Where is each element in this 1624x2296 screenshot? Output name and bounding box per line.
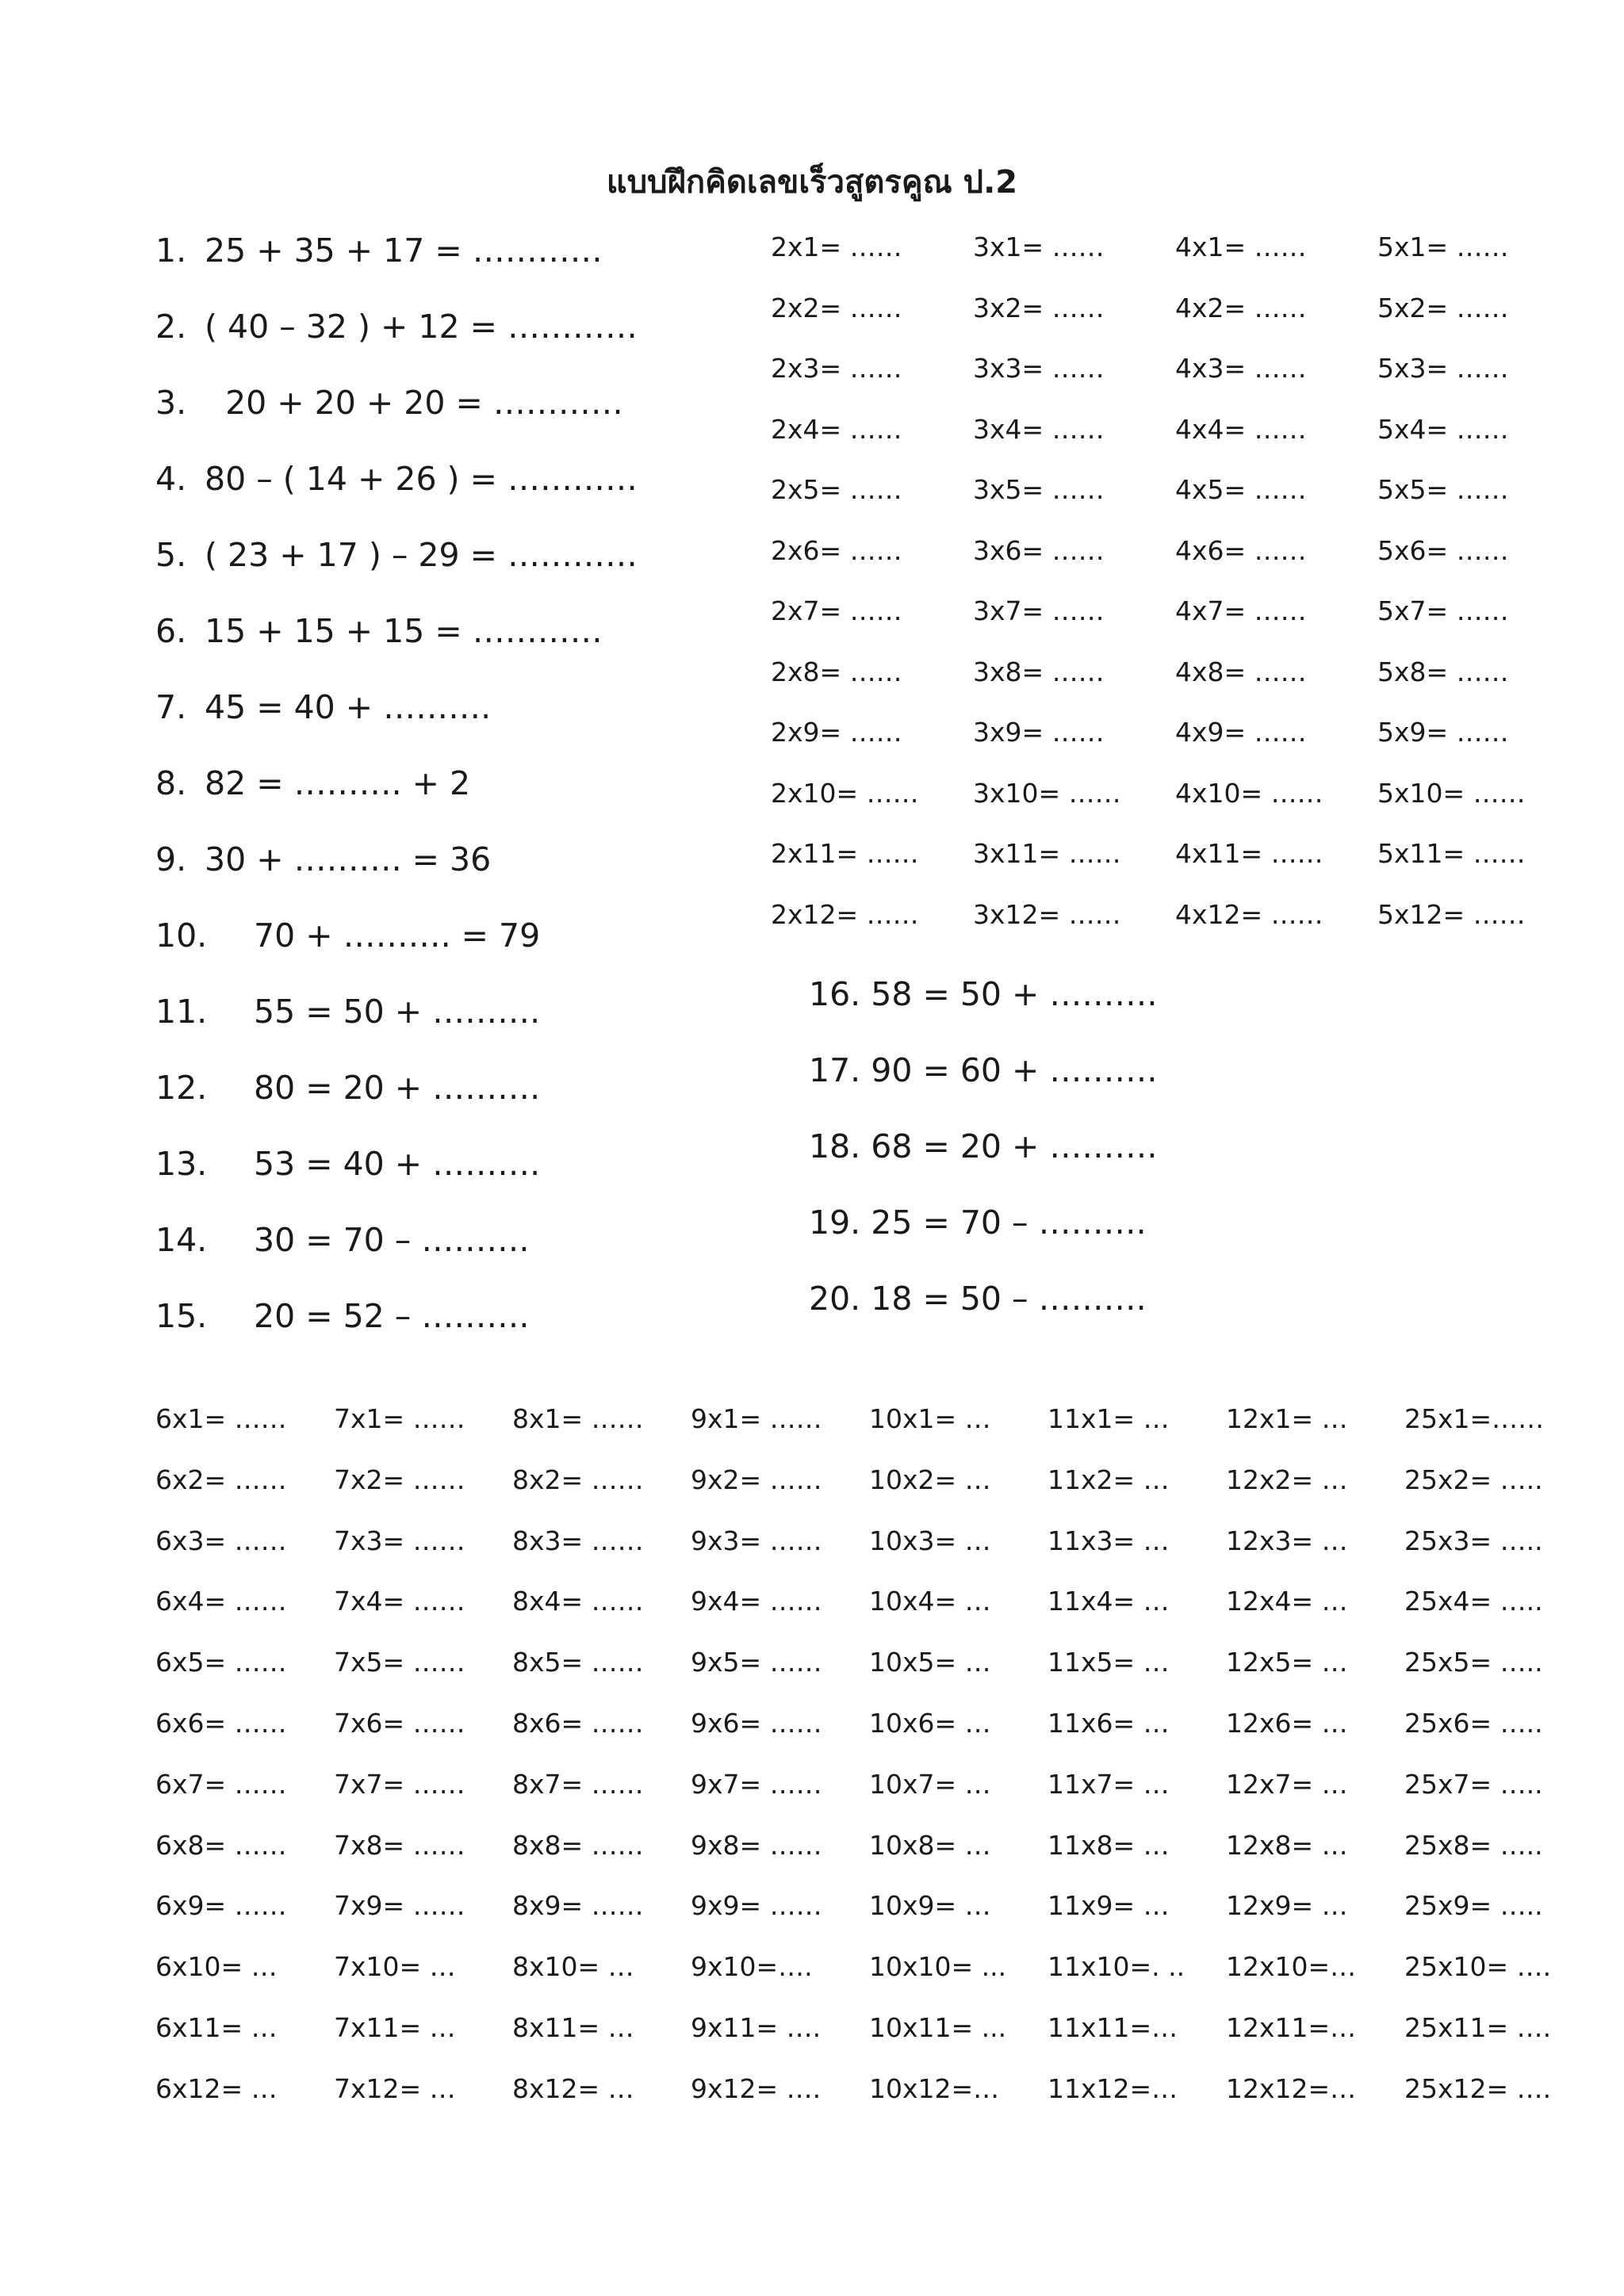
multiplication-cell: 4x6= …… xyxy=(1175,534,1307,566)
multiplication-cell: 8x1= …… xyxy=(512,1403,644,1434)
problem-number: 15. xyxy=(155,1297,208,1335)
multiplication-cell: 3x2= …… xyxy=(973,292,1105,323)
multiplication-cell: 6x4= …… xyxy=(155,1586,287,1617)
problem-item xyxy=(155,224,758,300)
multiplication-cell: 9x7= …… xyxy=(691,1768,822,1800)
multiplication-cell: 12x6= … xyxy=(1226,1707,1348,1739)
problem-item xyxy=(155,680,758,756)
multiplication-cell: 7x4= …… xyxy=(334,1586,465,1617)
multiplication-cell: 25x5= ….. xyxy=(1404,1647,1543,1678)
problem-item xyxy=(155,528,758,604)
multiplication-cell: 8x11= … xyxy=(512,2011,634,2043)
multiplication-cell: 12x10=… xyxy=(1226,1951,1357,1983)
multiplication-cell: 8x6= …… xyxy=(512,1707,644,1739)
multiplication-cell: 8x2= …… xyxy=(512,1464,644,1495)
multiplication-cell: 4x10= …… xyxy=(1175,777,1323,809)
multiplication-cell: 11x9= … xyxy=(1048,1890,1170,1922)
multiplication-cell: 6x5= …… xyxy=(155,1647,287,1678)
multiplication-cell: 11x2= … xyxy=(1048,1464,1170,1495)
multiplication-cell: 6x12= … xyxy=(155,2072,278,2104)
multiplication-cell: 3x10= …… xyxy=(973,777,1121,809)
problem-number: 8. xyxy=(155,764,187,802)
multiplication-cell: 11x7= … xyxy=(1048,1768,1170,1800)
multiplication-cell: 11x11=… xyxy=(1048,2011,1178,2043)
multiplication-cell: 25x3= ….. xyxy=(1404,1525,1543,1556)
problem-item xyxy=(155,1289,758,1365)
multiplication-cell: 2x1= …… xyxy=(771,232,902,262)
multiplication-cell: 9x9= …… xyxy=(691,1890,822,1922)
multiplication-cell: 12x8= … xyxy=(1226,1829,1348,1861)
multiplication-cell: 5x1= …… xyxy=(1377,232,1509,262)
problem-number: 2. xyxy=(155,308,187,346)
multiplication-cell: 5x6= …… xyxy=(1377,534,1509,566)
problem-item xyxy=(155,1137,758,1213)
problem-number: 1. xyxy=(155,232,187,270)
multiplication-cell: 3x12= …… xyxy=(973,898,1121,930)
problem-item xyxy=(155,985,758,1061)
multiplication-cell: 8x12= … xyxy=(512,2072,634,2104)
multiplication-cell: 3x8= …… xyxy=(973,656,1105,687)
multiplication-cell: 6x8= …… xyxy=(155,1829,287,1861)
multiplication-cell: 12x2= … xyxy=(1226,1464,1348,1495)
problem-number: 11. xyxy=(155,993,208,1031)
multiplication-cell: 10x8= … xyxy=(869,1829,991,1861)
multiplication-cell: 11x10=. .. xyxy=(1048,1951,1185,1983)
multiplication-cell: 2x5= …… xyxy=(771,474,902,505)
multiplication-cell: 11x6= … xyxy=(1048,1707,1170,1739)
problem-item: 20. 18 = 50 – ………. xyxy=(809,1280,1147,1318)
problem-item xyxy=(155,1213,758,1289)
multiplication-cell: 8x3= …… xyxy=(512,1525,644,1556)
problem-text: 15 + 15 + 15 = ………… xyxy=(205,612,603,650)
multiplication-cell: 9x2= …… xyxy=(691,1464,822,1495)
multiplication-cell: 9x1= …… xyxy=(691,1403,822,1434)
problem-item xyxy=(155,376,758,452)
multiplication-cell: 2x2= …… xyxy=(771,292,902,323)
multiplication-cell: 4x8= …… xyxy=(1175,656,1307,687)
problem-item: 16. 58 = 50 + ………. xyxy=(809,975,1158,1013)
multiplication-cell: 3x4= …… xyxy=(973,413,1105,445)
problem-item xyxy=(155,1061,758,1137)
multiplication-cell: 10x12=… xyxy=(869,2072,1000,2104)
problem-text: 30 = 70 – ………. xyxy=(254,1221,530,1259)
multiplication-cell: 11x4= … xyxy=(1048,1586,1170,1617)
multiplication-cell: 5x8= …… xyxy=(1377,656,1509,687)
problem-text: 20 = 52 – ………. xyxy=(254,1297,530,1335)
multiplication-cell: 5x7= …… xyxy=(1377,595,1509,626)
multiplication-cell: 6x9= …… xyxy=(155,1890,287,1922)
problem-number: 9. xyxy=(155,840,187,878)
multiplication-cell: 12x3= … xyxy=(1226,1525,1348,1556)
multiplication-cell: 7x11= … xyxy=(334,2011,456,2043)
multiplication-cell: 2x4= …… xyxy=(771,413,902,445)
multiplication-cell: 7x12= … xyxy=(334,2072,456,2104)
multiplication-cell: 3x11= …… xyxy=(973,838,1121,869)
multiplication-cell: 3x6= …… xyxy=(973,534,1105,566)
multiplication-cell: 10x2= … xyxy=(869,1464,991,1495)
multiplication-cell: 10x5= … xyxy=(869,1647,991,1678)
multiplication-cell: 25x4= ….. xyxy=(1404,1586,1543,1617)
problem-item xyxy=(155,909,758,985)
multiplication-cell: 2x12= …… xyxy=(771,898,919,930)
multiplication-table-bottom xyxy=(155,1395,1583,2126)
problem-number: 6. xyxy=(155,612,187,650)
multiplication-cell: 8x8= …… xyxy=(512,1829,644,1861)
multiplication-cell: 6x10= … xyxy=(155,1951,278,1983)
problem-item: 19. 25 = 70 – ………. xyxy=(809,1203,1147,1242)
multiplication-cell: 25x12= …. xyxy=(1404,2072,1552,2104)
multiplication-cell: 10x11= ... xyxy=(869,2011,1007,2043)
multiplication-cell: 25x6= ….. xyxy=(1404,1707,1543,1739)
problem-text: 45 = 40 + ………. xyxy=(205,688,492,726)
problem-text: ( 23 + 17 ) – 29 = ………… xyxy=(205,536,638,574)
problem-number: 5. xyxy=(155,536,187,574)
multiplication-cell: 6x11= … xyxy=(155,2011,278,2043)
multiplication-cell: 12x11=… xyxy=(1226,2011,1357,2043)
multiplication-cell: 7x9= …… xyxy=(334,1890,465,1922)
multiplication-cell: 4x5= …… xyxy=(1175,474,1307,505)
problem-text: 80 – ( 14 + 26 ) = ………… xyxy=(205,460,638,498)
multiplication-cell: 2x3= …… xyxy=(771,353,902,384)
multiplication-cell: 9x4= …… xyxy=(691,1586,822,1617)
problem-text: ( 40 – 32 ) + 12 = ………… xyxy=(205,308,638,346)
multiplication-cell: 25x1=…… xyxy=(1404,1403,1545,1434)
multiplication-cell: 10x7= … xyxy=(869,1768,991,1800)
multiplication-cell: 12x12=… xyxy=(1226,2072,1357,2104)
multiplication-cell: 9x3= …… xyxy=(691,1525,822,1556)
multiplication-cell: 4x9= …… xyxy=(1175,717,1307,748)
multiplication-cell: 5x2= …… xyxy=(1377,292,1509,323)
multiplication-cell: 25x2= ….. xyxy=(1404,1464,1543,1495)
page-title: แบบฝึกคิดเลขเร็วสูตรคูณ ป.2 xyxy=(606,164,1018,201)
problems-list-left xyxy=(155,224,758,1365)
problem-item xyxy=(155,300,758,376)
multiplication-cell: 10x9= … xyxy=(869,1890,991,1922)
problem-text: 20 + 20 + 20 = ………… xyxy=(205,384,623,422)
multiplication-cell: 25x10= …. xyxy=(1404,1951,1552,1983)
multiplication-cell: 5x3= …… xyxy=(1377,353,1509,384)
problem-text: 82 = ………. + 2 xyxy=(205,764,471,802)
multiplication-cell: 10x1= … xyxy=(869,1403,991,1434)
problem-number: 4. xyxy=(155,460,187,498)
problems-list-right xyxy=(809,967,1443,1348)
problem-number: 14. xyxy=(155,1221,208,1259)
multiplication-cell: 10x3= … xyxy=(869,1525,991,1556)
multiplication-cell: 25x9= ….. xyxy=(1404,1890,1543,1922)
problem-item: 17. 90 = 60 + ………. xyxy=(809,1051,1158,1089)
multiplication-cell: 5x11= …… xyxy=(1377,838,1526,869)
multiplication-cell: 5x5= …… xyxy=(1377,474,1509,505)
problem-number: 3. xyxy=(155,384,187,422)
multiplication-cell: 11x1= … xyxy=(1048,1403,1170,1434)
problem-number: 7. xyxy=(155,688,187,726)
multiplication-cell: 3x9= …… xyxy=(973,717,1105,748)
multiplication-cell: 7x10= … xyxy=(334,1951,456,1983)
multiplication-cell: 8x9= …… xyxy=(512,1890,644,1922)
multiplication-cell: 6x2= …… xyxy=(155,1464,287,1495)
multiplication-cell: 2x6= …… xyxy=(771,534,902,566)
multiplication-cell: 11x12=… xyxy=(1048,2072,1178,2104)
problem-number: 13. xyxy=(155,1145,208,1183)
problem-item xyxy=(155,452,758,528)
problem-text: 25 + 35 + 17 = ………… xyxy=(205,232,603,270)
multiplication-cell: 12x4= … xyxy=(1226,1586,1348,1617)
multiplication-cell: 10x4= … xyxy=(869,1586,991,1617)
multiplication-cell: 2x9= …… xyxy=(771,717,902,748)
multiplication-cell: 4x11= …… xyxy=(1175,838,1323,869)
multiplication-cell: 12x7= … xyxy=(1226,1768,1348,1800)
problem-text: 80 = 20 + ………. xyxy=(254,1069,541,1107)
multiplication-cell: 4x4= …… xyxy=(1175,413,1307,445)
multiplication-cell: 10x10= ... xyxy=(869,1951,1007,1983)
problem-item: 18. 68 = 20 + ………. xyxy=(809,1127,1158,1165)
problem-item xyxy=(155,832,758,909)
multiplication-cell: 4x12= …… xyxy=(1175,898,1323,930)
multiplication-cell: 5x4= …… xyxy=(1377,413,1509,445)
multiplication-cell: 6x3= …… xyxy=(155,1525,287,1556)
multiplication-cell: 7x5= …… xyxy=(334,1647,465,1678)
multiplication-cell: 25x8= ….. xyxy=(1404,1829,1543,1861)
multiplication-cell: 11x8= … xyxy=(1048,1829,1170,1861)
multiplication-cell: 6x6= …… xyxy=(155,1707,287,1739)
multiplication-cell: 12x1= … xyxy=(1226,1403,1348,1434)
multiplication-cell: 7x6= …… xyxy=(334,1707,465,1739)
multiplication-cell: 7x3= …… xyxy=(334,1525,465,1556)
problem-number: 12. xyxy=(155,1069,208,1107)
multiplication-cell: 6x7= …… xyxy=(155,1768,287,1800)
problem-text: 70 + ………. = 79 xyxy=(254,916,541,955)
multiplication-cell: 9x5= …… xyxy=(691,1647,822,1678)
multiplication-cell: 5x9= …… xyxy=(1377,717,1509,748)
multiplication-cell: 7x7= …… xyxy=(334,1768,465,1800)
multiplication-cell: 5x10= …… xyxy=(1377,777,1526,809)
multiplication-cell: 7x1= …… xyxy=(334,1403,465,1434)
multiplication-cell: 7x2= …… xyxy=(334,1464,465,1495)
multiplication-cell: 9x11= …. xyxy=(691,2011,822,2043)
multiplication-cell: 11x5= … xyxy=(1048,1647,1170,1678)
multiplication-cell: 9x8= …… xyxy=(691,1829,822,1861)
multiplication-cell: 8x5= …… xyxy=(512,1647,644,1678)
multiplication-cell: 4x7= …… xyxy=(1175,595,1307,626)
multiplication-cell: 4x2= …… xyxy=(1175,292,1307,323)
problem-text: 30 + ………. = 36 xyxy=(205,840,492,878)
multiplication-cell: 12x9= … xyxy=(1226,1890,1348,1922)
multiplication-cell: 12x5= … xyxy=(1226,1647,1348,1678)
multiplication-cell: 25x7= ….. xyxy=(1404,1768,1543,1800)
multiplication-cell: 6x1= …… xyxy=(155,1403,287,1434)
multiplication-cell: 11x3= … xyxy=(1048,1525,1170,1556)
multiplication-cell: 2x11= …… xyxy=(771,838,919,869)
multiplication-cell: 9x10=…. xyxy=(691,1951,813,1983)
multiplication-cell: 3x5= …… xyxy=(973,474,1105,505)
problem-number: 10. xyxy=(155,916,208,955)
problem-item xyxy=(155,604,758,680)
multiplication-cell: 4x3= …… xyxy=(1175,353,1307,384)
multiplication-cell: 8x7= …… xyxy=(512,1768,644,1800)
multiplication-cell: 4x1= …… xyxy=(1175,232,1307,262)
multiplication-cell: 9x6= …… xyxy=(691,1707,822,1739)
multiplication-cell: 8x4= …… xyxy=(512,1586,644,1617)
multiplication-cell: 2x8= …… xyxy=(771,656,902,687)
multiplication-cell: 3x1= …… xyxy=(973,232,1105,262)
multiplication-cell: 2x7= …… xyxy=(771,595,902,626)
multiplication-cell: 8x10= … xyxy=(512,1951,634,1983)
multiplication-cell: 5x12= …… xyxy=(1377,898,1526,930)
problem-text: 53 = 40 + ………. xyxy=(254,1145,541,1183)
multiplication-cell: 9x12= …. xyxy=(691,2072,822,2104)
problem-text: 55 = 50 + ………. xyxy=(254,993,541,1031)
multiplication-cell: 3x7= …… xyxy=(973,595,1105,626)
multiplication-cell: 3x3= …… xyxy=(973,353,1105,384)
multiplication-cell: 2x10= …… xyxy=(771,777,919,809)
multiplication-cell: 25x11= …. xyxy=(1404,2011,1552,2043)
multiplication-cell: 10x6= … xyxy=(869,1707,991,1739)
problem-item xyxy=(155,756,758,832)
multiplication-cell: 7x8= …… xyxy=(334,1829,465,1861)
multiplication-table-top xyxy=(771,224,1580,951)
